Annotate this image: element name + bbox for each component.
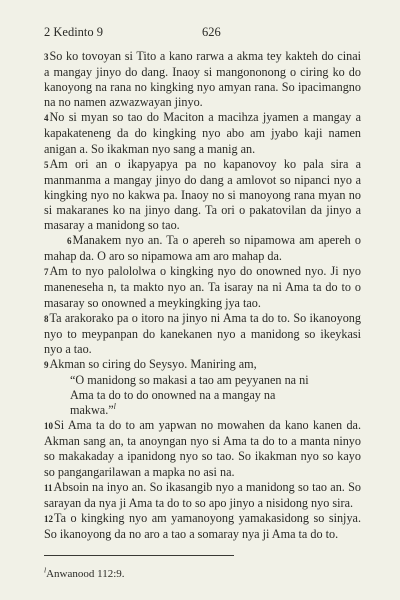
verse-text: Si Ama ta do to am yapwan no mowahen da kano kanen da. Akman sang an, ta anoyngan nyo si Ama ta do to a manta ninyo so makakaday a ipanidong nyo so tao. So ikakman nyo so kayo so pangangarilawan a mapka no asi na. bbox=[44, 418, 361, 479]
page-header bbox=[44, 25, 364, 41]
verse-text: No si myan so tao do Maciton a macihza jyamen a mangay a kapakateneng da do kingking nyo abo am jyabo kaji namen anigan a. So ikakman nyo sang a manig an. bbox=[44, 110, 361, 156]
verse-number: 7 bbox=[44, 267, 49, 278]
chapter-reference: 2 Kedinto 9 bbox=[44, 25, 104, 39]
footnote-text: Anwanood 112:9. bbox=[46, 568, 125, 580]
verse-number: 4 bbox=[44, 113, 49, 124]
scripture-text bbox=[44, 49, 361, 542]
verse-7 bbox=[44, 264, 361, 310]
footnote bbox=[44, 565, 125, 580]
poem-line: makwa.”$^l$ bbox=[70, 402, 116, 418]
poem-line: “O manidong so makasi a tao am peyyanen na ni bbox=[70, 372, 309, 387]
verse-number: 8 bbox=[44, 313, 49, 324]
verse-number: 3 bbox=[44, 52, 49, 62]
verse-6 bbox=[44, 233, 361, 264]
verse-number: 5 bbox=[44, 159, 49, 170]
verse-12 bbox=[44, 511, 361, 542]
verse-text: Am ori an o ikapyapya pa no kapanovoy ko pala sira a manmanma a mangay jinyo do dang a amlovot so nipanci nyo a kingking nyo no kakwa pa. Inaoy no si manoyong rana myan no si makaranes ko na jinyo dang. Ta ori o pakatovilan da jinyo a masaray a manidong so tao. bbox=[44, 156, 361, 233]
verse-number: 6 bbox=[67, 236, 72, 247]
verse-text: Akman so ciring do Seysyo. Maniring am, bbox=[49, 356, 257, 371]
verse-text: Absoin na inyo an. So ikasangib nyo a manidong so tao an. So sarayan da nya ji Ama ta do to so apo jinyo a nisidong nyo sira. bbox=[44, 479, 361, 510]
footnote-divider bbox=[44, 555, 234, 556]
footnote-reference[interactable]: l bbox=[113, 402, 116, 412]
verse-text: Manakem nyo an. Ta o apereh so nipamowa am apereh o mahap da. O aro so nipamowa am aro mahap da. bbox=[44, 233, 361, 264]
verse-5 bbox=[44, 157, 361, 233]
verse-number: 9 bbox=[44, 359, 49, 370]
verse-10 bbox=[44, 418, 361, 479]
verse-9 bbox=[44, 357, 361, 373]
verse-text: Am to nyo palololwa o kingking nyo do onowned nyo. Ji nyo maneneseha n, ta makto nyo an. Ta isaray na ni Ama ta do to o masaray so onowned a meykingking jya tao. bbox=[44, 264, 361, 310]
page-number: 626 bbox=[202, 25, 221, 39]
verse-number: 11 bbox=[44, 482, 53, 493]
verse-text: Ta o kingking nyo am yamanoyong yamakasidong so sinjya. So ikanoyong da no aro a tao a somaray nya ji Ama ta do to. bbox=[44, 510, 361, 541]
poem-line: Ama ta do to do onowned na a mangay na bbox=[70, 388, 276, 403]
poetry-quote bbox=[70, 373, 361, 418]
verse-11 bbox=[44, 480, 361, 511]
verse-4 bbox=[44, 110, 361, 156]
verse-number: 12 bbox=[44, 513, 53, 524]
verse-3 bbox=[44, 49, 361, 110]
verse-text: Ta arakorako pa o itoro na jinyo ni Ama ta do to. So ikanoyong nyo to meypanpan do kanekanen nyo a manidong so ikeykasi nyo a tao. bbox=[44, 310, 361, 356]
footnote-marker: l bbox=[44, 565, 47, 575]
verse-8 bbox=[44, 311, 361, 357]
verse-text: So ko tovoyan si Tito a kano rarwa a akma tey kakteh do cinai a mangay jinyo do dang. Inaoy si mangononong o ciring ko do kanoyong na rana no kingking nyo amyan rana. So ipacimangno na no namen azwazwayan jinyo. bbox=[44, 49, 361, 110]
verse-number: 10 bbox=[44, 421, 53, 432]
